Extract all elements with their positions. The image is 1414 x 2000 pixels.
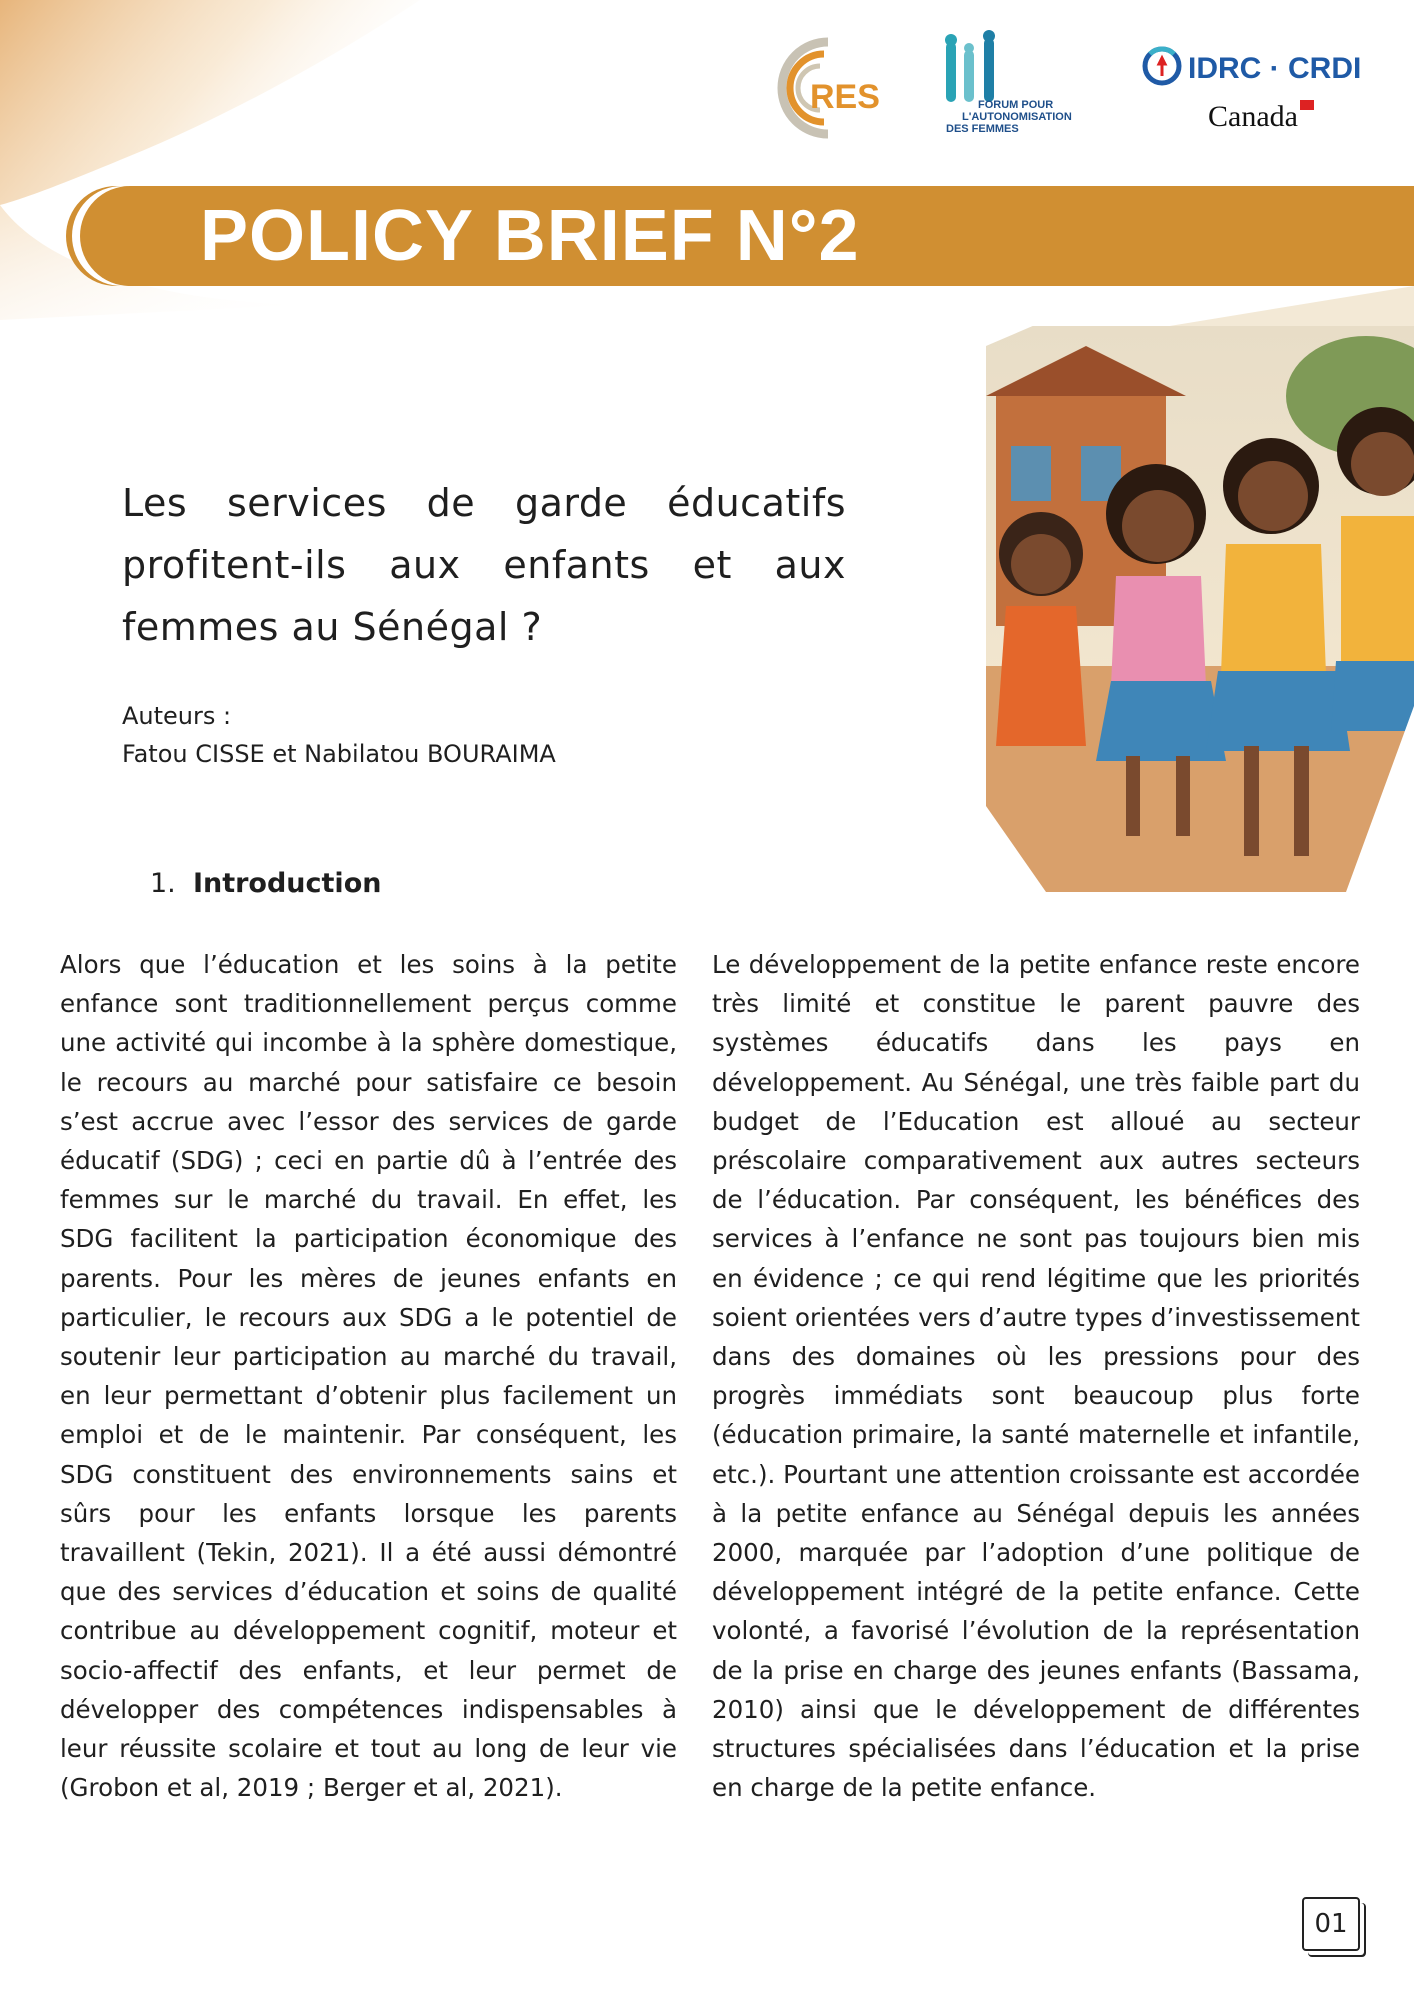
maple-leaf-icon: [1159, 58, 1165, 76]
policy-brief-banner: [80, 186, 1414, 286]
forum-logo-line1: FORUM POUR: [978, 99, 1054, 111]
body-column-left: Alors que l’éducation et les soins à la petite enfance sont traditionnellement perçus comme une activité qui incombe à la sphère domestique, le recours au marché pour satisfaire ce besoin s’est accrue avec l’essor des services de garde éducatif (SDG) ; ceci en partie dû à l’entrée des femmes sur le marché du travail. En effet, les SDG facilitent la participation économique des parents. Pour les mères de jeunes enfants en particulier, le recours aux SDG a le potentiel de soutenir leur participation au marché du travail, en leur permettant d’obtenir plus facilement un emploi et de le maintenir. Par conséquent, les SDG constituent des environnements sains et sûrs pour les enfants lorsque les parents travaillent (Tekin, 2021). Il a été aussi démontré que des services d’éducation et soins de qualité contribue au développement cognitif, moteur et socio-affectif des enfants, et leur permet de développer des compétences indispensables à leur réussite scolaire et tout au long de leur vie (Grobon et al, 2019 ; Berger et al, 2021).: [60, 950, 677, 1803]
cres-logo: [782, 42, 880, 134]
authors-label: Auteurs :: [122, 702, 232, 730]
body-column-right: Le développement de la petite enfance reste encore très limité et constitue le parent pauvre des systèmes éducatifs dans les pays en développement. Au Sénégal, une très faible part du budget de l’Education est alloué au secteur préscolaire comparativement aux autres secteurs de l’éducation. Par conséquent, les bénéfices des services à l’enfance ne sont pas toujours bien mis en évidence ; ce qui rend légitime que les priorités soient orientées vers d’autre types d’investissement dans des domaines où les pressions pour des progrès immédiats sont beaucoup plus forte (éducation primaire, la santé maternelle et infantile, etc.). Pourtant une attention croissante est accordée à la petite enfance au Sénégal depuis les années 2000, marquée par l’adoption d’une politique de développement intégré de la petite enfance. Cette volonté, a favorisé l’évolution de la représentation de la prise en charge des jeunes enfants (Bassama, 2010) ainsi que le développement de différentes structures spécialisées dans l’éducation et la prise en charge de la petite enfance.: [712, 950, 1360, 1803]
idrc-logo-text: IDRC · CRDI: [1188, 52, 1362, 85]
forum-logo-line2: L'AUTONOMISATION: [962, 111, 1072, 123]
section-heading: [150, 868, 381, 899]
idrc-logo: [1145, 49, 1361, 133]
children-illustration: [986, 286, 1414, 892]
section-number: 1.: [150, 868, 176, 899]
authors-block: [122, 697, 556, 773]
canada-wordmark: Canada: [1208, 100, 1298, 133]
authors-names: Fatou CISSE et Nabilatou BOURAIMA: [122, 740, 556, 768]
forum-logo: [945, 30, 1072, 135]
page-number: 01: [1302, 1897, 1360, 1951]
cres-logo-text: RES: [810, 78, 880, 116]
section-title: Introduction: [192, 868, 382, 899]
partner-logos: [750, 30, 1380, 150]
policy-brief-title: POLICY BRIEF N°2: [200, 196, 860, 276]
forum-logo-line3: DES FEMMES: [946, 123, 1019, 135]
brief-title: Les services de garde éducatifs profitent-ils aux enfants et aux femmes au Sénégal ?: [122, 481, 846, 649]
